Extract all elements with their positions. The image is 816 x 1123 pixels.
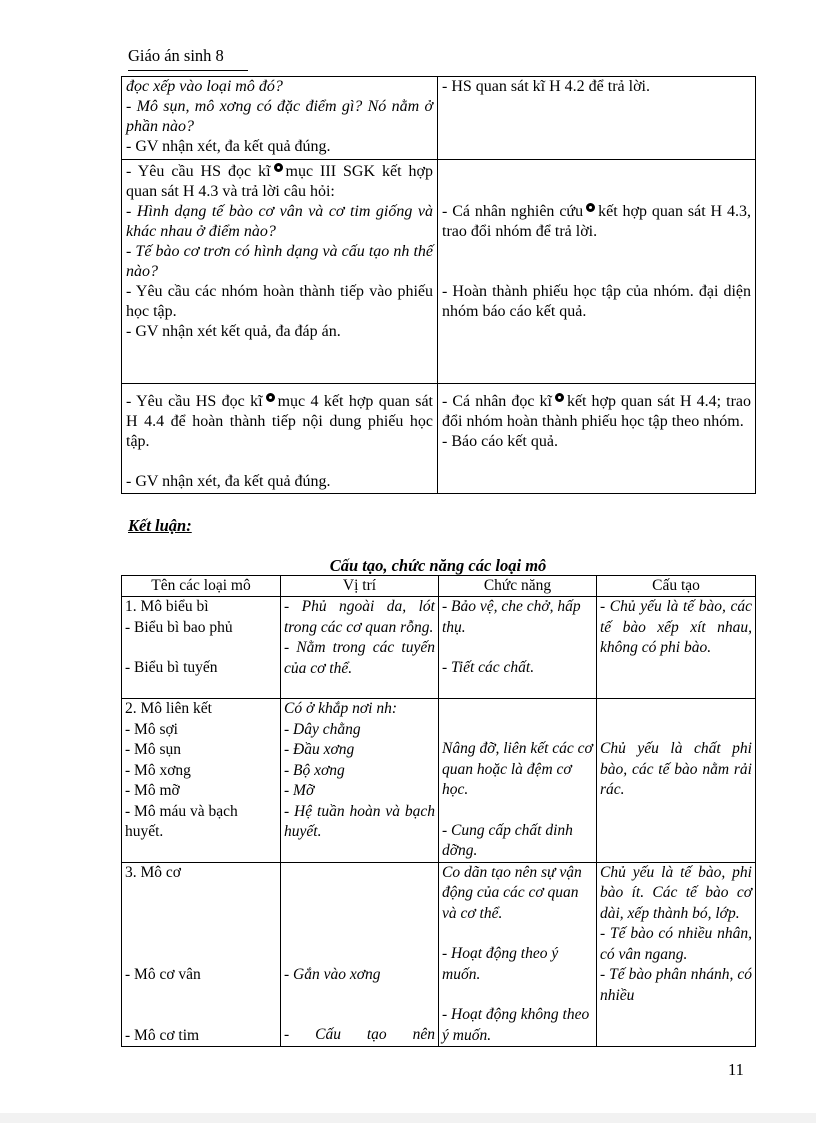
student-activity-cell (438, 77, 756, 160)
cell-line (442, 202, 751, 242)
cell-line (126, 392, 433, 452)
cell-line: - Mô máu và bạch huyết. (125, 802, 238, 840)
cell-line: - Mô sụn, mô xơng có đặc điểm gì? Nó nằm ở phần nào? (126, 98, 433, 135)
cell-line: - Tế bào có nhiều nhân, có vân ngang. (600, 925, 752, 963)
cell-line: - GV nhận xét kết quả, đa đáp án. (126, 323, 341, 340)
cell-text: mục III SGK kết hợp quan sát H 4.3 và trả lời câu hỏi: (126, 163, 433, 200)
cell-line: - Mô xơng (125, 761, 191, 779)
cell-line: Co dãn tạo nên sự vận động của các cơ quan và cơ thể. (442, 863, 582, 922)
cell-line: - Mô mỡ (125, 782, 180, 799)
cell-text: - Yêu cầu HS đọc kĩ (126, 163, 271, 180)
cell-line: - Cấu tạo nên (284, 1026, 435, 1043)
student-activity-cell (438, 160, 756, 384)
structure-cell (597, 597, 756, 699)
cell-line: - Tế bào cơ trơn có hình dạng và cấu tạo nh thế nào? (126, 243, 433, 280)
cell-line: - Hệ tuần hoàn và bạch huyết. (284, 802, 435, 840)
cell-text: - Cá nhân nghiên cứu (442, 203, 584, 220)
cell-line: Chủ yếu là tế bào, phi bào ít. Các tế bào cơ dài, xếp thành bó, lớp. (600, 863, 752, 922)
table-row (122, 160, 756, 384)
cell-line: - Đầu xơng (284, 741, 355, 758)
cell-line: - Bảo vệ, che chở, hấp thụ. (442, 598, 581, 636)
cell-text: kết hợp quan sát H 4.3, trao đổi nhóm để trả lời. (442, 203, 751, 240)
cell-line: - Hình dạng tế bào cơ vân và cơ tim giống và khác nhau ở điểm nào? (126, 203, 433, 240)
position-cell (281, 862, 439, 1047)
circle-icon (586, 203, 595, 212)
column-header: Tên các loại mô (122, 576, 281, 597)
cell-line: - Mỡ (284, 782, 315, 799)
function-cell (439, 862, 597, 1047)
cell-line (442, 392, 751, 432)
cell-line: - Biểu bì bao phủ (125, 618, 233, 636)
cell-line: Nâng đỡ, liên kết các cơ quan hoặc là đệm cơ học. (442, 740, 593, 798)
cell-line: - Biểu bì tuyến (125, 659, 218, 676)
cell-line: - Tế bào phân nhánh, có nhiều (600, 966, 752, 1004)
cell-line: - Gắn vào xơng (284, 965, 381, 983)
cell-line: - Phủ ngoài da, lót trong các cơ quan rỗng. (284, 598, 435, 636)
circle-icon (555, 393, 564, 402)
tissue-table (121, 575, 756, 1047)
cell-line: - HS quan sát kĩ H 4.2 để trả lời. (442, 78, 650, 95)
function-cell (439, 699, 597, 863)
teacher-activity-cell (122, 384, 438, 494)
structure-cell (597, 699, 756, 863)
cell-line: Có ở khắp nơi nh: (284, 700, 397, 717)
cell-line: - Mô sợi (125, 720, 178, 738)
cell-text: - Cá nhân đọc kĩ (442, 393, 552, 410)
table-caption: Cấu tạo, chức năng các loại mô (329, 556, 547, 575)
structure-cell (597, 862, 756, 1047)
page-number: 11 (728, 1060, 744, 1079)
cell-line: - Hoàn thành phiếu học tập của nhóm. đại diện nhóm báo cáo kết quả. (442, 283, 751, 320)
cell-text: kết hợp quan sát H 4.4; trao đổi nhóm hoàn thành phiếu học tập theo nhóm. (442, 393, 752, 430)
cell-line: - Tiết các chất. (442, 659, 535, 676)
cell-line: - GV nhận xét, đa kết quả đúng. (126, 473, 331, 490)
teacher-activity-cell (122, 77, 438, 160)
header-title: Giáo án sinh 8 (128, 46, 224, 65)
tissue-name-cell (122, 862, 281, 1047)
table-header-row (122, 576, 756, 597)
activity-table (121, 76, 756, 494)
column-header: Vị trí (281, 576, 439, 597)
cell-line: 1. Mô biểu bì (125, 598, 209, 615)
table-row (122, 862, 756, 1047)
cell-line: - Hoạt động theo ý muốn. (442, 945, 559, 983)
column-header: Cấu tạo (597, 576, 756, 597)
cell-text: mục 4 kết hợp quan sát H 4.4 để hoàn thành tiếp nội dung phiếu học tập. (126, 393, 433, 450)
cell-line: - GV nhận xét, đa kết quả đúng. (126, 138, 331, 155)
cell-line: - Cung cấp chất dinh dỡng. (442, 821, 573, 859)
table-row (122, 699, 756, 863)
page-footer-strip (0, 1113, 816, 1123)
cell-line: 3. Mô cơ (125, 863, 181, 881)
cell-line: - Báo cáo kết quả. (442, 433, 558, 450)
cell-line: - Nằm trong các tuyến của cơ thể. (284, 639, 435, 677)
cell-line: - Chủ yếu là tế bào, các tế bào xếp xít nhau, không có phi bào. (600, 598, 752, 656)
cell-line: - Dây chằng (284, 720, 361, 738)
column-header: Chức năng (439, 576, 597, 597)
cell-line: 2. Mô liên kết (125, 700, 212, 717)
cell-line: Chủ yếu là chất phi bào, các tế bào nằm rải rác. (600, 740, 752, 798)
tissue-name-cell (122, 597, 281, 699)
teacher-activity-cell (122, 160, 438, 384)
conclusion-label: Kết luận: (128, 516, 192, 535)
cell-text: - Yêu cầu HS đọc kĩ (126, 393, 263, 410)
cell-line: - Mô cơ vân (125, 966, 201, 983)
cell-line: - Mô sụn (125, 741, 181, 758)
cell-line: - Yêu cầu các nhóm hoàn thành tiếp vào phiếu học tập. (126, 283, 433, 320)
student-activity-cell (438, 384, 756, 494)
position-cell (281, 597, 439, 699)
table-row (122, 77, 756, 160)
table-row (122, 597, 756, 699)
function-cell (439, 597, 597, 699)
cell-line: - Mô cơ tim (125, 1026, 200, 1044)
cell-line (126, 162, 433, 202)
tissue-name-cell (122, 699, 281, 863)
cell-line: - Bộ xơng (284, 761, 345, 779)
circle-icon (274, 163, 283, 172)
cell-line: đọc xếp vào loại mô đó? (126, 78, 283, 95)
circle-icon (266, 393, 275, 402)
cell-line: - Hoạt động không theo ý muốn. (442, 1006, 590, 1044)
table-row (122, 384, 756, 494)
position-cell (281, 699, 439, 863)
header-rule (128, 70, 248, 71)
